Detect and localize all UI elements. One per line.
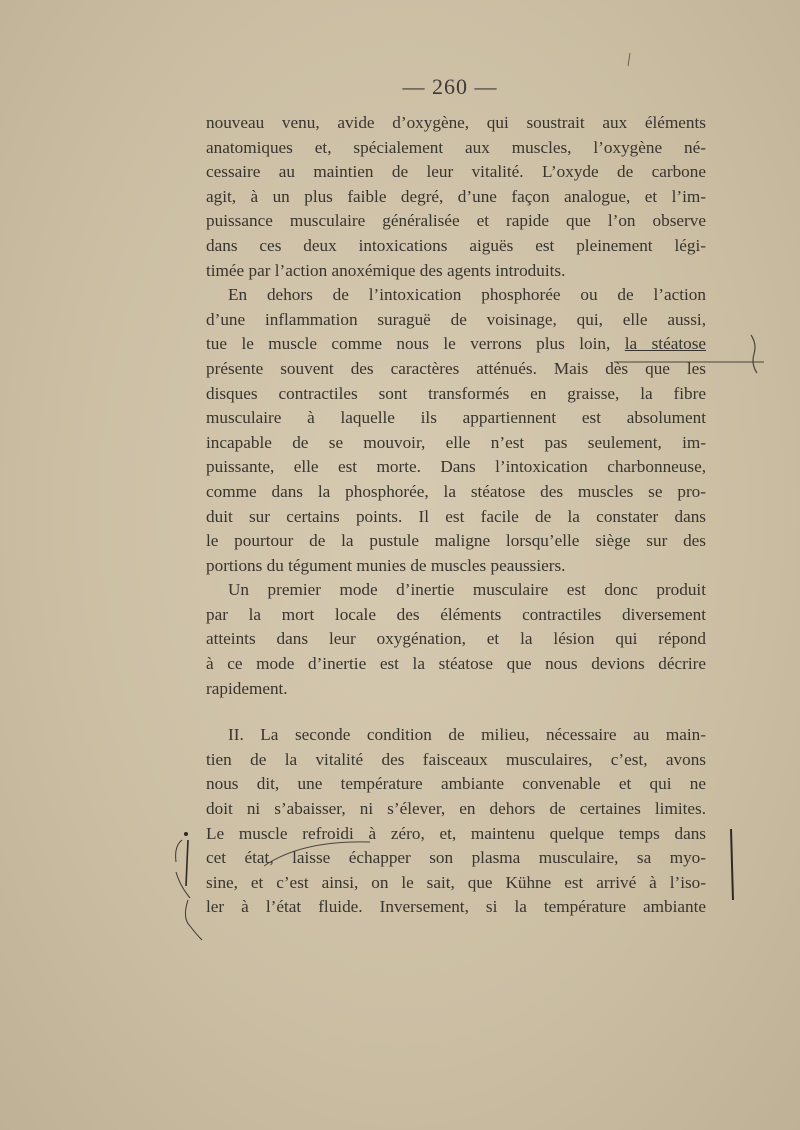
text-line: cet état, laisse échapper son plasma musculaire, sa myo- [206,848,706,868]
text-line: doit ni s’abaisser, ni s’élever, en dehors de certaines limites. [206,799,706,819]
text-line: sine, et c’est ainsi, on le sait, que Kühne est arrivé à l’iso- [206,872,706,892]
text-line: anatomiques et, spécialement aux muscles, l’oxygène né- [206,137,706,157]
text-line: puissance musculaire généralisée et rapide que l’on observe [206,211,706,231]
text-line: timée par l’action anoxémique des agents introduits. [206,260,566,280]
text-line: à ce mode d’inertie est la stéatose que nous devions décrire [206,654,706,674]
text-line: En dehors de l’intoxication phosphorée ou de l’action [228,285,706,305]
text-line: agit, à un plus faible degré, d’une façon analogue, et l’im- [206,186,706,206]
text-line-with-underline [206,332,706,357]
body-text [206,111,706,920]
text-line: disques contractiles sont transformés en graisse, la fibre [206,383,706,403]
text-line: atteints dans leur oxygénation, et la lésion qui répond [206,629,706,649]
margin-underline-stroke [614,361,764,363]
text-line: cessaire au maintien de leur vitalité. L’oxyde de carbone [206,162,706,182]
text-line: dans ces deux intoxications aiguës est pleinement légi- [206,235,706,255]
text-line: d’une inflammation suraguë de voisinage, qui, elle aussi, [206,309,706,329]
text-line: nouveau venu, avide d’oxygène, qui soustrait aux éléments [206,113,706,132]
pencil-tick-mark [624,52,634,68]
text-line: incapable de se mouvoir, elle n’est pas seulement, im- [206,432,706,452]
text-line: Le muscle refroidi à zéro, et, maintenu quelque temps dans [206,823,706,843]
text-line: rapidement. [206,678,288,698]
page-number: — 260 — [402,74,498,99]
text-line: II. La seconde condition de milieu, nécessaire au main- [228,725,706,745]
text-line: présente souvent des caractères atténués. Mais dès que les [206,358,706,378]
text-line: nous dit, une température ambiante convenable et qui ne [206,774,706,794]
text-line: puissante, elle est morte. Dans l’intoxication charbonneuse, [206,457,706,477]
text-line: ler à l’état fluide. Inversement, si la température ambiante [206,897,706,917]
text-fragment: tue le muscle comme nous le verrons plus loin, [206,334,611,354]
underlined-phrase: la stéatose [624,334,707,354]
margin-bracket-left-mark [166,826,206,942]
text-line: par la mort locale des éléments contractiles diversement [206,604,706,624]
text-line: le pourtour de la pustule maligne lorsqu’elle siège sur des [206,531,706,551]
text-line: duit sur certains points. Il est facile de la constater dans [206,506,706,526]
text-line: musculaire à laquelle ils appartiennent est absolument [206,408,706,428]
section-gap [206,701,706,723]
text-line: portions du tégument munies de muscles peaussiers. [206,555,566,575]
margin-bracket-mark [748,334,760,374]
text-line: comme dans la phosphorée, la stéatose des muscles se pro- [206,481,706,501]
text-line: tien de la vitalité des faisceaux musculaires, c’est, avons [206,749,706,769]
pencil-arc-mark [262,838,372,868]
text-line: Un premier mode d’inertie musculaire est donc produit [228,580,706,600]
margin-vertical-mark [725,828,739,902]
